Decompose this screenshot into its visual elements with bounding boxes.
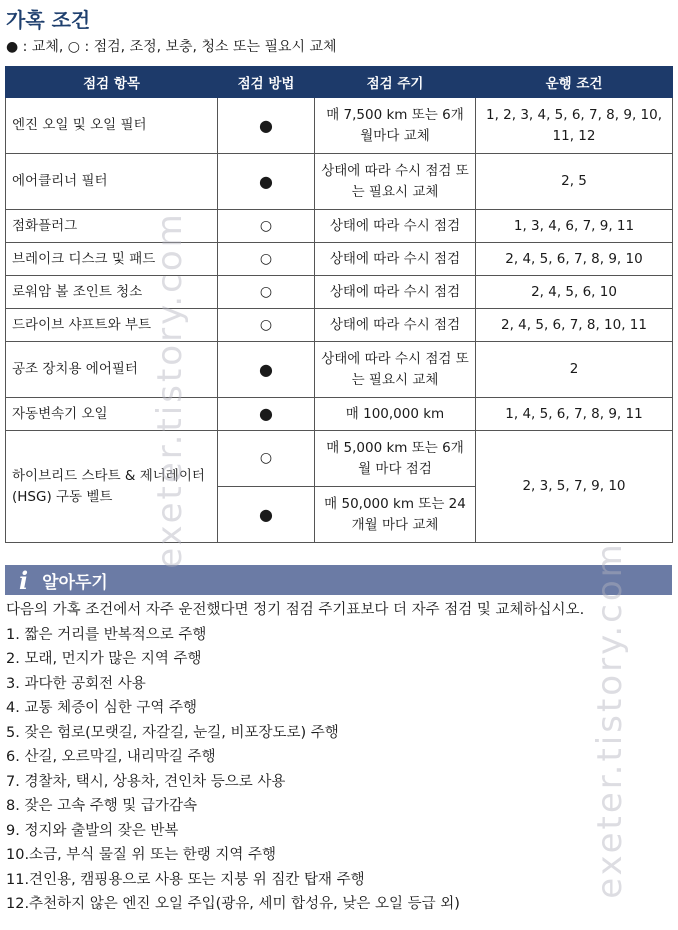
cell-item: 드라이브 샤프트와 부트 [6, 309, 218, 342]
legend-text: ● : 교체, ○ : 점검, 조정, 보충, 청소 또는 필요시 교체 [6, 39, 337, 55]
header-item: 점검 항목 [6, 67, 218, 98]
cell-condition: 2, 4, 5, 6, 7, 8, 9, 10 [476, 243, 673, 276]
table-row [6, 309, 673, 342]
cell-item: 엔진 오일 및 오일 필터 [6, 98, 218, 154]
cell-item: 점화플러그 [6, 210, 218, 243]
list-item: 9. 정지와 출발의 잦은 반복 [6, 822, 179, 839]
cell-item: 브레이크 디스크 및 패드 [6, 243, 218, 276]
cell-item: 하이브리드 스타트 & 제너레이터(HSG) 구동 벨트 [6, 431, 218, 543]
header-method: 점검 방법 [218, 67, 315, 98]
list-item: 3. 과다한 공회전 사용 [6, 675, 146, 692]
header-condition: 운행 조건 [476, 67, 673, 98]
notice-header [5, 565, 672, 595]
notice-body [6, 598, 674, 917]
list-item: 6. 산길, 오르막길, 내리막길 주행 [6, 749, 216, 765]
table-row [6, 98, 673, 154]
notice-title: 알아두기 [42, 572, 108, 593]
notice-intro: 다음의 가혹 조건에서 자주 운전했다면 정기 점검 주기표보다 더 자주 점검 및 교체하십시오. [6, 602, 585, 618]
cell-condition: 2, 4, 5, 6, 10 [476, 276, 673, 309]
list-item: 5. 잦은 험로(모랫길, 자갈길, 눈길, 비포장도로) 주행 [6, 724, 339, 741]
inspect-icon: ○ [218, 309, 315, 342]
table-header-row [6, 67, 673, 98]
cell-period: 상태에 따라 수시 점검 [315, 276, 476, 309]
replace-icon: ● [218, 398, 315, 431]
cell-item: 에어클리너 필터 [6, 154, 218, 210]
list-item: 2. 모래, 먼지가 많은 지역 주행 [6, 651, 202, 667]
table-row [6, 431, 673, 487]
header-period: 점검 주기 [315, 67, 476, 98]
list-item: 8. 잦은 고속 주행 및 급가감속 [6, 798, 197, 814]
replace-icon: ● [218, 487, 315, 543]
watermark-right: exeter.tistory.com [590, 541, 630, 899]
list-item: 4. 교통 체증이 심한 구역 주행 [6, 700, 197, 716]
maintenance-table [5, 66, 673, 543]
list-item: 10.소금, 부식 물질 위 또는 한랭 지역 주행 [6, 847, 277, 863]
table-row [6, 342, 673, 398]
info-icon: i [19, 565, 29, 595]
cell-item: 공조 장치용 에어필터 [6, 342, 218, 398]
list-item: 7. 경찰차, 택시, 상용차, 견인차 등으로 사용 [6, 773, 286, 790]
cell-item: 자동변속기 오일 [6, 398, 218, 431]
cell-period: 상태에 따라 수시 점검 [315, 243, 476, 276]
cell-condition: 1, 4, 5, 6, 7, 8, 9, 11 [476, 398, 673, 431]
cell-period: 매 7,500 km 또는 6개월마다 교체 [315, 98, 476, 154]
inspect-icon: ○ [218, 210, 315, 243]
cell-condition: 2, 4, 5, 6, 7, 8, 10, 11 [476, 309, 673, 342]
inspect-icon: ○ [218, 276, 315, 309]
replace-icon: ● [218, 98, 315, 154]
cell-period: 상태에 따라 수시 점검 [315, 210, 476, 243]
table-row [6, 276, 673, 309]
cell-item: 로워암 볼 조인트 청소 [6, 276, 218, 309]
cell-condition: 1, 3, 4, 6, 7, 9, 11 [476, 210, 673, 243]
cell-condition: 2, 5 [476, 154, 673, 210]
cell-period: 상태에 따라 수시 점검 또는 필요시 교체 [315, 154, 476, 210]
inspect-icon: ○ [218, 243, 315, 276]
page-title: 가혹 조건 [6, 8, 91, 32]
table-row [6, 243, 673, 276]
list-item: 11.견인용, 캠핑용으로 사용 또는 지붕 위 짐칸 탑재 주행 [6, 871, 365, 888]
replace-icon: ● [218, 342, 315, 398]
cell-period: 매 100,000 km [315, 398, 476, 431]
cell-period: 매 5,000 km 또는 6개월 마다 점검 [315, 431, 476, 487]
cell-condition: 1, 2, 3, 4, 5, 6, 7, 8, 9, 10, 11, 12 [476, 98, 673, 154]
table-row [6, 154, 673, 210]
table-row [6, 210, 673, 243]
cell-condition: 2 [476, 342, 673, 398]
cell-period: 상태에 따라 수시 점검 [315, 309, 476, 342]
inspect-icon: ○ [218, 431, 315, 487]
table-row [6, 398, 673, 431]
list-item: 12.추천하지 않은 엔진 오일 주입(광유, 세미 합성유, 낮은 오일 등급 외) [6, 896, 460, 912]
cell-period: 매 50,000 km 또는 24개월 마다 교체 [315, 487, 476, 543]
watermark-left: exeter.tistory.com [150, 211, 190, 569]
cell-condition: 2, 3, 5, 7, 9, 10 [476, 431, 673, 543]
replace-icon: ● [218, 154, 315, 210]
cell-period: 상태에 따라 수시 점검 또는 필요시 교체 [315, 342, 476, 398]
list-item: 1. 짧은 거리를 반복적으로 주행 [6, 626, 207, 643]
